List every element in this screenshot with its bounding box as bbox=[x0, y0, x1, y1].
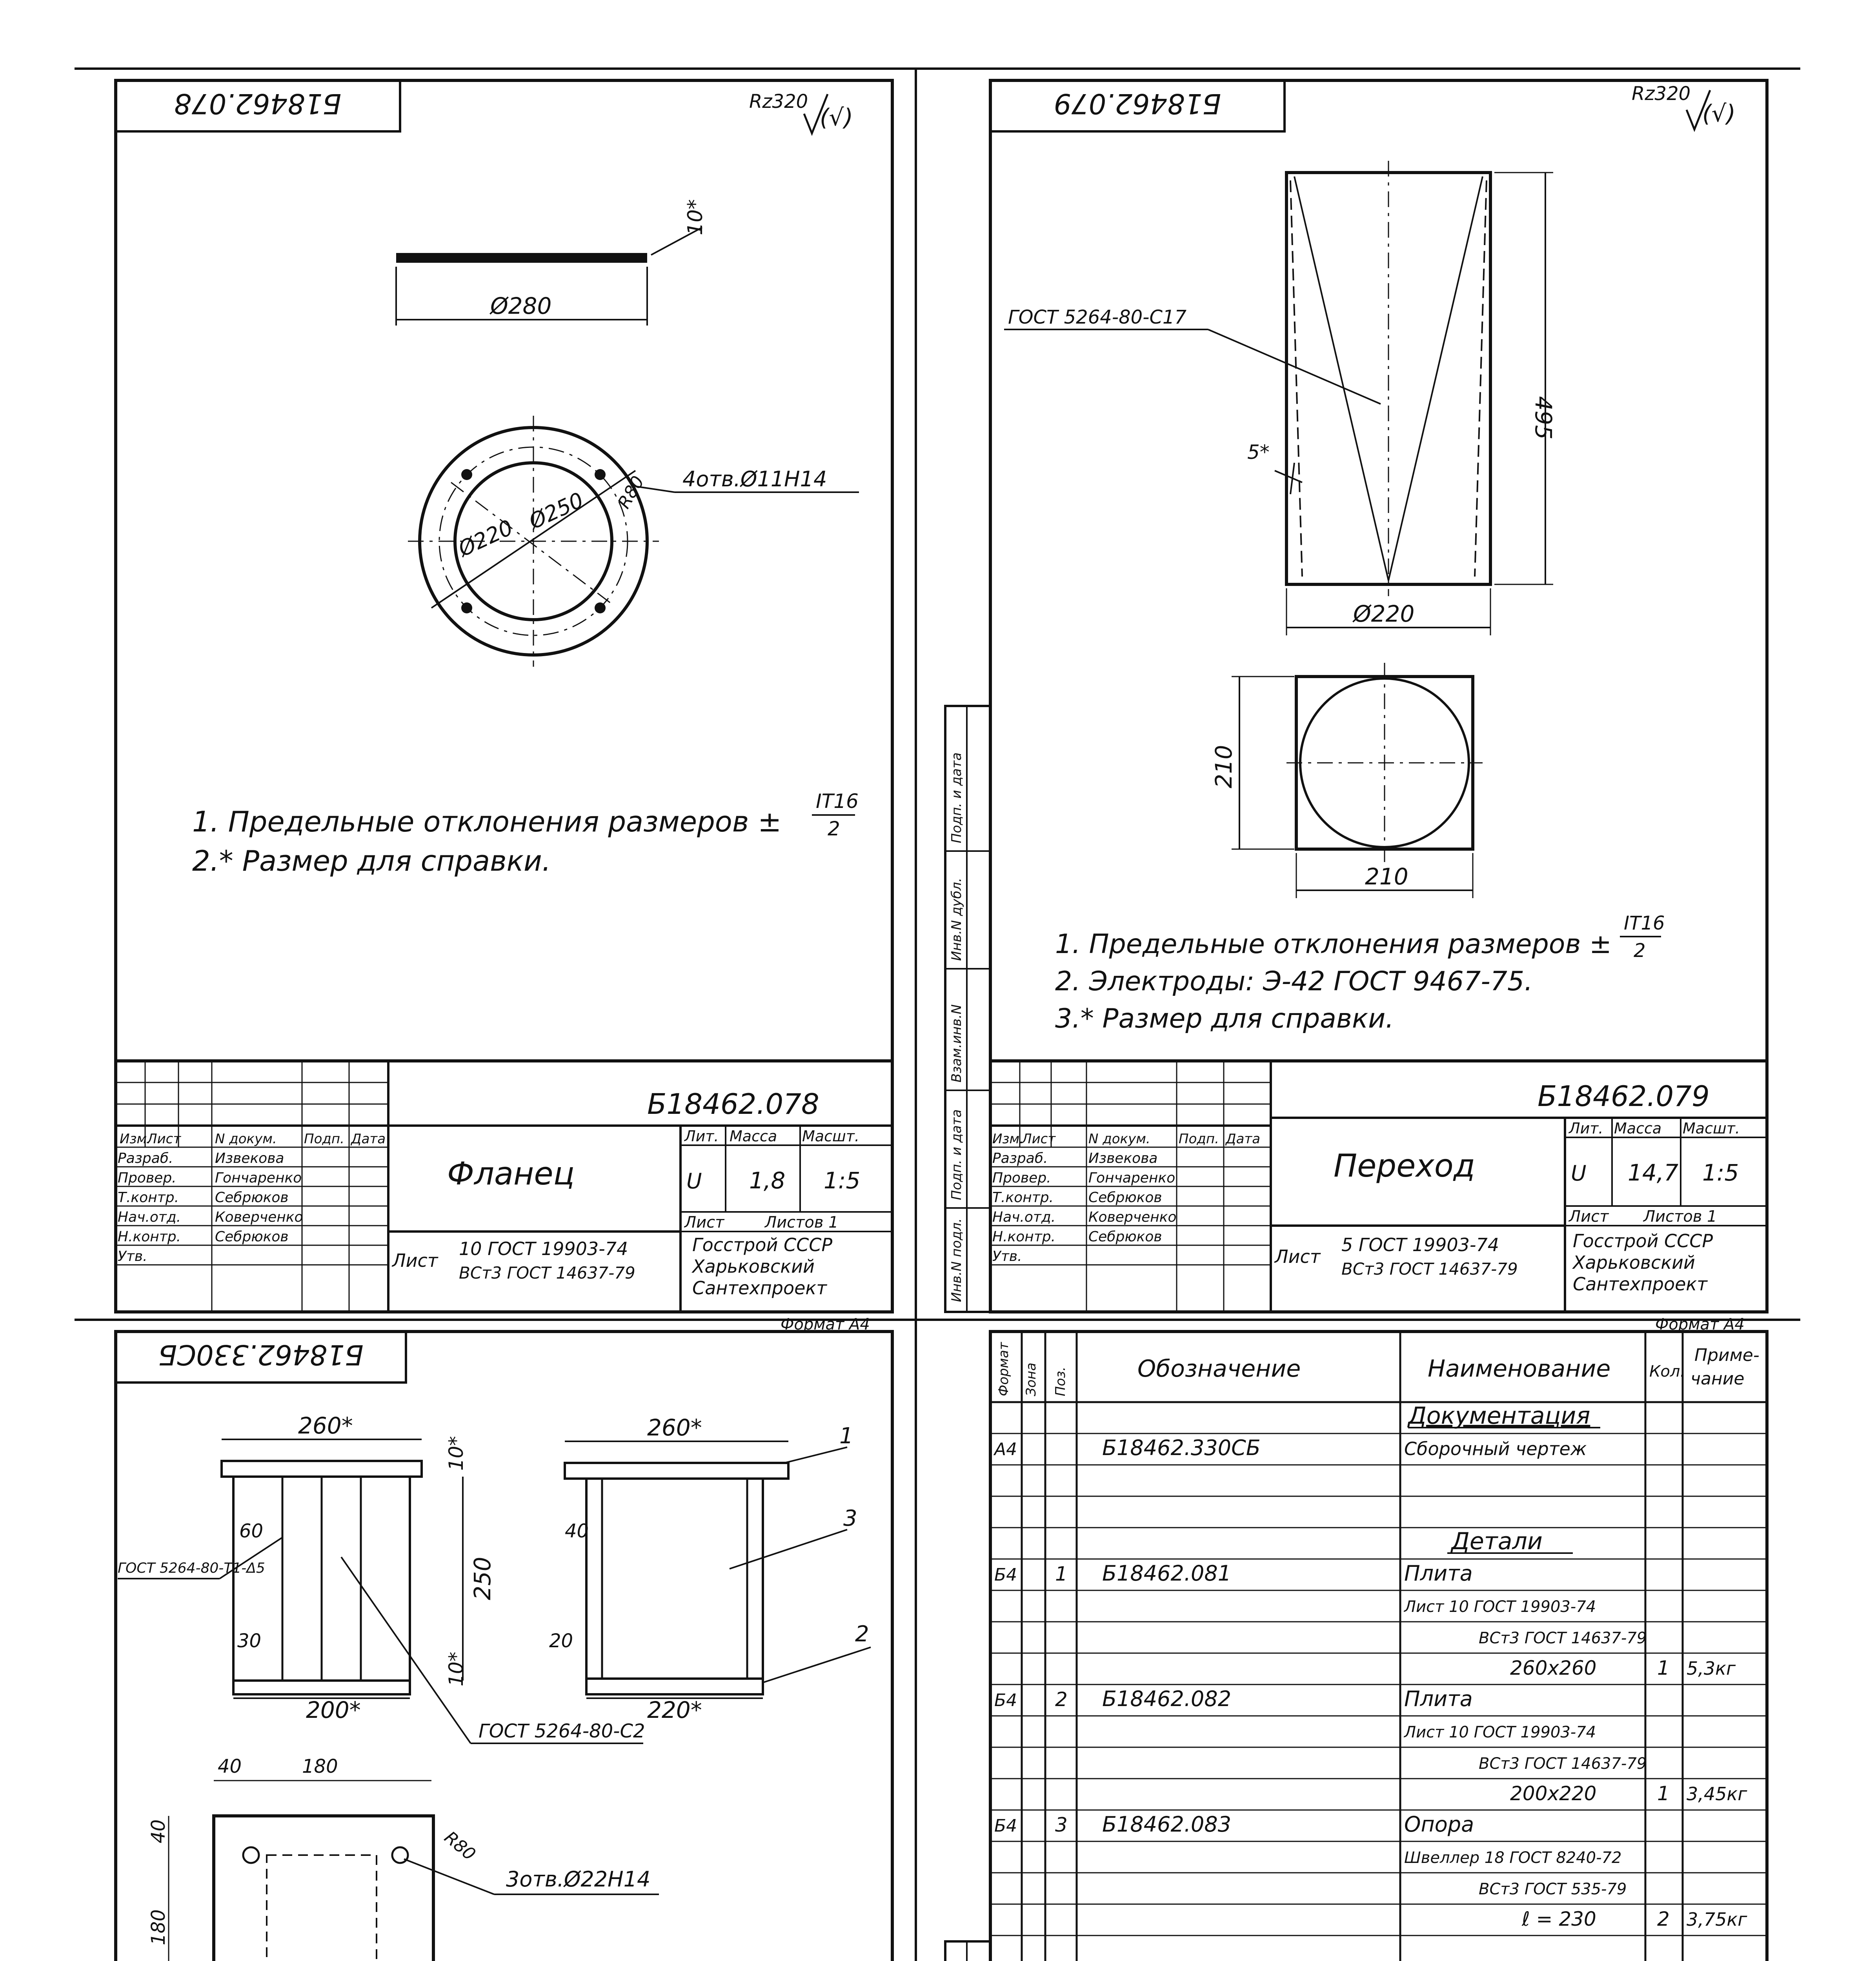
bolt-hole bbox=[461, 469, 472, 480]
row-name: Лист 10 ГОСТ 19903-74 bbox=[1404, 1723, 1596, 1741]
person-2: Себрюков bbox=[215, 1190, 289, 1206]
row-qty: 2 bbox=[1657, 1908, 1670, 1930]
note-1-frac-bot: 2 bbox=[1634, 940, 1646, 962]
sheets-lbl: Листов 1 bbox=[1643, 1208, 1717, 1226]
sheet-frame bbox=[990, 1332, 1767, 1961]
bolt-hole bbox=[595, 469, 606, 480]
row-pos: 2 bbox=[1055, 1688, 1068, 1711]
rotated-code: Б18462.330СБ bbox=[158, 1339, 364, 1371]
roughness-label: Rz320 bbox=[1632, 83, 1691, 105]
mass: 14,7 bbox=[1628, 1159, 1679, 1186]
row-fmt: Б4 bbox=[994, 1690, 1017, 1710]
person-0: Извекова bbox=[215, 1150, 284, 1166]
scale: 1:5 bbox=[1702, 1159, 1739, 1186]
note-1-frac-top: IT16 bbox=[816, 790, 859, 813]
section-parts: Детали bbox=[1451, 1528, 1543, 1555]
dim-10a: 10* bbox=[445, 1436, 468, 1471]
stamp-name: Фланец bbox=[447, 1155, 575, 1192]
dim-180a: 180 bbox=[302, 1755, 338, 1777]
holes-note: 4отв.Ø11Н14 bbox=[682, 467, 827, 491]
role-1: Провер. bbox=[992, 1170, 1051, 1186]
rotated-code: Б18462.079 bbox=[1054, 87, 1221, 120]
pos-3: 3 bbox=[843, 1506, 857, 1531]
dim-r80: R80 bbox=[440, 1827, 480, 1865]
dim-d220: Ø220 bbox=[454, 515, 517, 562]
note-1: 1. Предельные отклонения размеров ± bbox=[192, 805, 782, 838]
row-name: Плита bbox=[1404, 1686, 1473, 1711]
mass-hdr: Масса bbox=[1614, 1120, 1662, 1137]
dim-180b: 180 bbox=[147, 1909, 169, 1945]
holes-leader bbox=[404, 1859, 494, 1894]
dim-30: 30 bbox=[237, 1630, 262, 1652]
mass: 1,8 bbox=[749, 1167, 786, 1194]
hidden-line bbox=[1475, 180, 1487, 577]
bolt-hole bbox=[461, 602, 472, 613]
col-change: Изм. bbox=[992, 1131, 1024, 1147]
bolt-hole bbox=[595, 602, 606, 613]
row-designation: Б18462.081 bbox=[1102, 1561, 1232, 1586]
hdr-qty: Кол. bbox=[1649, 1363, 1685, 1381]
row-name: Сборочный чертеж bbox=[1404, 1438, 1587, 1459]
weld-leader bbox=[1208, 329, 1381, 404]
hidden-line bbox=[1290, 180, 1302, 577]
pos-2: 2 bbox=[855, 1621, 869, 1647]
row-note: 5,3кг bbox=[1687, 1658, 1736, 1679]
mat-prefix: Лист bbox=[392, 1250, 438, 1271]
role-5: Утв. bbox=[118, 1248, 147, 1264]
dim-d250: Ø250 bbox=[525, 488, 588, 534]
person-4: Себрюков bbox=[1088, 1229, 1162, 1245]
row-fmt: Б4 bbox=[994, 1565, 1017, 1585]
col-sheet: Лист bbox=[147, 1131, 181, 1147]
dim-210-horiz: 210 bbox=[1365, 863, 1408, 890]
mat-1: 10 ГОСТ 19903-74 bbox=[459, 1238, 628, 1259]
dim-10b: 10* bbox=[445, 1652, 468, 1686]
dim-260a: 260* bbox=[298, 1412, 353, 1439]
bolt-hole bbox=[243, 1847, 259, 1863]
bolt-hole bbox=[392, 1847, 408, 1863]
hdr-designation: Обозначение bbox=[1137, 1355, 1301, 1383]
role-4: Н.контр. bbox=[118, 1229, 181, 1245]
roughness-mark: (√) bbox=[820, 104, 853, 131]
note-2: 2. Электроды: Э-42 ГОСТ 9467-75. bbox=[1055, 966, 1533, 997]
stamp-code: Б18462.079 bbox=[1538, 1080, 1710, 1113]
dim-220: Ø220 bbox=[1353, 600, 1415, 627]
person-1: Гончаренко bbox=[1088, 1170, 1175, 1186]
format-label: Формат А4 bbox=[1655, 1315, 1745, 1333]
dim-260b: 260* bbox=[647, 1414, 702, 1441]
weld-note-1: ГОСТ 5264-80-Т1-Δ5 bbox=[118, 1560, 265, 1576]
row-name: Лист 10 ГОСТ 19903-74 bbox=[1404, 1598, 1596, 1616]
row-qty: 1 bbox=[1657, 1657, 1670, 1679]
lit-hdr: Лит. bbox=[684, 1128, 719, 1145]
row-name: ℓ = 230 bbox=[1522, 1908, 1596, 1930]
note-2: 2.* Размер для справки. bbox=[192, 844, 551, 877]
stamp-name: Переход bbox=[1334, 1148, 1475, 1184]
pos-leader-2 bbox=[763, 1647, 871, 1683]
person-2: Себрюков bbox=[1088, 1190, 1162, 1206]
row-name: 260x260 bbox=[1510, 1657, 1597, 1679]
side-vzam: Взам.инв.N bbox=[949, 1004, 964, 1082]
row-fmt: А4 bbox=[994, 1439, 1017, 1459]
row-pos: 1 bbox=[1055, 1563, 1068, 1585]
row-fmt: Б4 bbox=[994, 1816, 1017, 1836]
sheet-lbl: Лист bbox=[684, 1213, 724, 1232]
org-2: Харьковский bbox=[692, 1256, 815, 1277]
role-2: Т.контр. bbox=[992, 1190, 1054, 1206]
person-4: Себрюков bbox=[215, 1229, 289, 1245]
mat-2: ВСт3 ГОСТ 14637-79 bbox=[1341, 1259, 1518, 1279]
scale-hdr: Масшт. bbox=[1683, 1120, 1740, 1137]
dim-40b: 40 bbox=[218, 1755, 242, 1777]
dim-thickness: 10* bbox=[684, 199, 707, 235]
row-note: 3,75кг bbox=[1687, 1909, 1747, 1930]
row-designation: Б18462.082 bbox=[1102, 1686, 1232, 1711]
hdr-zone: Зона bbox=[1023, 1363, 1039, 1396]
lit: U bbox=[686, 1169, 702, 1193]
column-body bbox=[586, 1479, 763, 1679]
format-label: Формат А4 bbox=[781, 1315, 870, 1333]
role-4: Н.контр. bbox=[992, 1229, 1056, 1245]
hdr-name: Наименование bbox=[1428, 1355, 1611, 1383]
sheets-lbl: Листов 1 bbox=[765, 1213, 839, 1232]
top-plate bbox=[565, 1463, 788, 1479]
hdr-pos: Поз. bbox=[1053, 1366, 1068, 1396]
col-doc: N докум. bbox=[215, 1131, 277, 1147]
roughness-mark: (√) bbox=[1702, 100, 1736, 127]
weld-symbol-icon bbox=[1275, 463, 1302, 494]
note-1-frac-top: IT16 bbox=[1624, 912, 1665, 934]
mat-1: 5 ГОСТ 19903-74 bbox=[1341, 1234, 1499, 1255]
dim-220: 220* bbox=[647, 1697, 702, 1723]
mat-2: ВСт3 ГОСТ 14637-79 bbox=[459, 1263, 635, 1282]
org-2: Харьковский bbox=[1573, 1252, 1695, 1273]
dim-5: 5* bbox=[1247, 441, 1270, 464]
row-designation: Б18462.330СБ bbox=[1102, 1435, 1261, 1460]
pos-leader-1 bbox=[784, 1447, 847, 1463]
org-3: Сантехпроект bbox=[692, 1277, 827, 1299]
dim-20: 20 bbox=[549, 1630, 573, 1652]
row-note: 3,45кг bbox=[1687, 1783, 1747, 1805]
person-3: Коверченко bbox=[215, 1209, 303, 1225]
row-name: ВСт3 ГОСТ 535-79 bbox=[1479, 1880, 1627, 1898]
person-0: Извекова bbox=[1088, 1150, 1158, 1166]
flange-side-view bbox=[396, 253, 647, 263]
person-3: Коверченко bbox=[1088, 1209, 1177, 1225]
dim-210-vert: 210 bbox=[1210, 745, 1237, 788]
col-date: Дата bbox=[1226, 1131, 1261, 1147]
rotated-code: Б18462.078 bbox=[174, 87, 342, 120]
lit: U bbox=[1571, 1161, 1587, 1186]
row-name: 200x220 bbox=[1510, 1782, 1597, 1805]
col-change: Изм. bbox=[120, 1131, 151, 1147]
lit-hdr: Лит. bbox=[1569, 1120, 1603, 1137]
column-hidden-outline bbox=[267, 1855, 377, 1961]
row-pos: 3 bbox=[1055, 1814, 1068, 1836]
person-1: Гончаренко bbox=[215, 1170, 302, 1186]
fold-line bbox=[1294, 176, 1388, 580]
org-1: Госстрой СССР bbox=[692, 1234, 833, 1255]
sheet-transition bbox=[990, 80, 1767, 1333]
dim-200: 200* bbox=[306, 1697, 361, 1723]
row-name: Плита bbox=[1404, 1561, 1473, 1586]
row-designation: Б18462.083 bbox=[1102, 1812, 1232, 1837]
hdr-note-2: чание bbox=[1690, 1369, 1745, 1389]
side-inv-podl: Инв.N подл. bbox=[949, 1218, 964, 1302]
sheet-specification bbox=[990, 1332, 1767, 1961]
dim-250: 250 bbox=[469, 1557, 496, 1600]
hdr-format: Формат bbox=[996, 1342, 1012, 1396]
base-plate-plan bbox=[214, 1816, 433, 1961]
side-inv-dubl: Инв.N дубл. bbox=[949, 878, 964, 961]
roughness-label: Rz320 bbox=[749, 91, 808, 113]
fold-line bbox=[1388, 176, 1483, 580]
side-strip-bottom bbox=[945, 1941, 990, 1961]
dim-40c: 40 bbox=[147, 1819, 169, 1843]
sheet-lbl: Лист bbox=[1569, 1208, 1609, 1226]
bottom-plate bbox=[233, 1681, 410, 1694]
hdr-note-1: Приме- bbox=[1694, 1345, 1760, 1365]
sheet-frame bbox=[116, 80, 892, 1312]
col-sheet: Лист bbox=[1022, 1131, 1056, 1147]
org-3: Сантехпроект bbox=[1573, 1273, 1708, 1295]
role-5: Утв. bbox=[992, 1248, 1022, 1264]
row-name: ВСт3 ГОСТ 14637-79 bbox=[1479, 1629, 1647, 1647]
stamp-code: Б18462.078 bbox=[647, 1088, 819, 1121]
side-podp-2: Подп. и дата bbox=[949, 752, 964, 843]
mass-hdr: Масса bbox=[730, 1128, 777, 1145]
section-docs: Документация bbox=[1408, 1402, 1590, 1430]
role-2: Т.контр. bbox=[118, 1190, 179, 1206]
role-1: Провер. bbox=[118, 1170, 177, 1186]
col-sign: Подп. bbox=[304, 1131, 344, 1147]
row-name: Швеллер 18 ГОСТ 8240-72 bbox=[1404, 1849, 1622, 1867]
side-podp: Подп. и дата bbox=[949, 1109, 964, 1200]
weld-note: ГОСТ 5264-80-С17 bbox=[1008, 306, 1187, 328]
row-name: Опора bbox=[1404, 1812, 1474, 1837]
note-3: 3.* Размер для справки. bbox=[1055, 1003, 1394, 1034]
dim-495: 495 bbox=[1530, 396, 1557, 440]
role-3: Нач.отд. bbox=[992, 1209, 1056, 1225]
scale: 1:5 bbox=[824, 1167, 861, 1194]
col-date: Дата bbox=[351, 1131, 386, 1147]
holes-note: 3отв.Ø22Н14 bbox=[506, 1867, 651, 1892]
note-1-frac-bot: 2 bbox=[828, 817, 840, 840]
pos-1: 1 bbox=[839, 1423, 853, 1449]
top-plate bbox=[222, 1461, 422, 1477]
note-1: 1. Предельные отклонения размеров ± bbox=[1055, 929, 1612, 960]
mat-prefix: Лист bbox=[1275, 1246, 1321, 1267]
dim-r80: R80 bbox=[614, 473, 648, 512]
dim-60: 60 bbox=[239, 1520, 264, 1542]
bottom-plate bbox=[586, 1679, 763, 1694]
dim-40a: 40 bbox=[565, 1520, 589, 1542]
dim-d280: Ø280 bbox=[490, 293, 552, 319]
org-1: Госстрой СССР bbox=[1573, 1230, 1713, 1252]
role-0: Разраб. bbox=[992, 1150, 1048, 1166]
row-name: ВСт3 ГОСТ 14637-79 bbox=[1479, 1755, 1647, 1773]
role-3: Нач.отд. bbox=[118, 1209, 181, 1225]
sheet-flange bbox=[116, 80, 892, 1333]
col-sign: Подп. bbox=[1179, 1131, 1219, 1147]
col-doc: N докум. bbox=[1088, 1131, 1150, 1147]
row-qty: 1 bbox=[1657, 1782, 1670, 1805]
weld-note-2: ГОСТ 5264-80-С2 bbox=[479, 1720, 645, 1742]
sheet-assembly bbox=[116, 1332, 892, 1961]
scale-hdr: Масшт. bbox=[802, 1128, 859, 1145]
role-0: Разраб. bbox=[118, 1150, 173, 1166]
